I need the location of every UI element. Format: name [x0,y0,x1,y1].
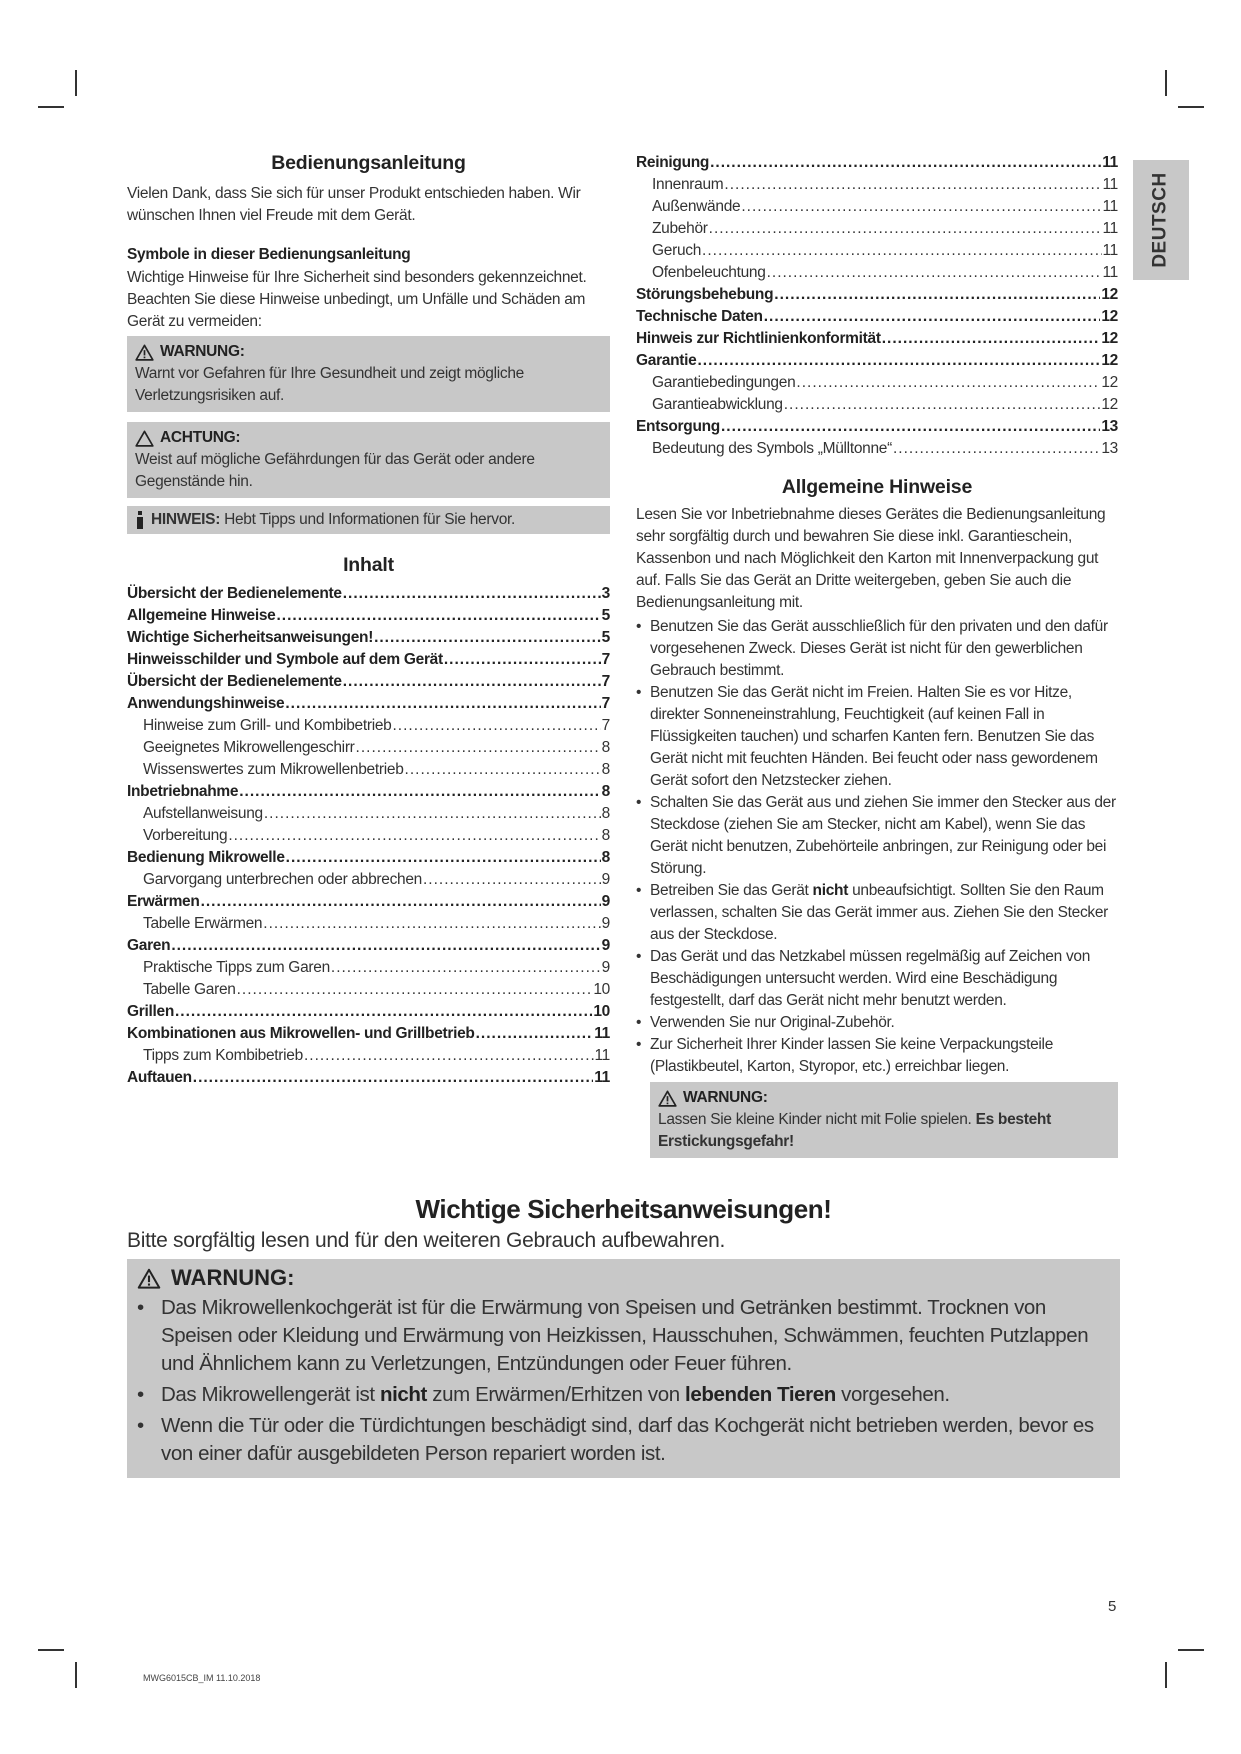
toc-entry [636,262,1118,284]
toc-leader [285,693,600,715]
warning-triangle-icon [137,1268,161,1289]
toc-entry-label: Übersicht der Bedienelemente [127,585,342,602]
toc-entry-label: Anwendungshinweise [127,695,285,712]
toc-entry [127,605,610,627]
toc-entry [636,372,1118,394]
toc-entry-label: Tabelle Erwärmen [143,915,263,932]
toc-entry [636,394,1118,416]
toc-leader [374,627,601,649]
toc-leader [228,825,600,847]
toc-entry-page: 5 [601,629,610,646]
right-column [636,152,1118,1158]
manual-title: Bedienungsanleitung [271,152,466,174]
toc-entry-page: 13 [1101,440,1118,457]
left-column [127,152,610,1089]
list-item: • Betreiben Sie das Gerät nicht unbeaufsichtigt. Sollten Sie den Raum verlassen, schalten Sie das Gerät immer aus. Ziehen Sie den Stecker aus der Steckdose. [636,882,1109,943]
hinweis-notice [127,506,610,534]
toc-entry-page: 10 [593,1003,610,1020]
toc-entry-label: Hinweise zum Grill- und Kombibetrieb [143,717,392,734]
warning-triangle-icon [658,1090,677,1107]
crop-mark [75,70,77,96]
toc-leader [201,891,601,913]
list-item: • Zur Sicherheit Ihrer Kinder lassen Sie keine Verpackungsteile (Plastikbeutel, Karton, Styropor, etc.) erreichbar liegen. [636,1036,1054,1075]
toc-entry [636,284,1118,306]
list-item: • Benutzen Sie das Gerät nicht im Freien. Halten Sie es vor Hitze, direkter Sonneneinstrahlung, Feuchtigkeit (auf keinen Fall in Flüssigkeiten tauchen) und scharfen Kanten fern. Benutzen Sie das Gerät nicht mit feuchten Händen. Bei feucht oder nass gewordenem Gerät sofort den Netzstecker ziehen. [636,684,1098,789]
warnung-notice [127,336,610,412]
toc-entry-label: Hinweisschilder und Symbole auf dem Gerät [127,651,443,668]
toc-leader [237,979,593,1001]
crop-mark [1178,106,1204,108]
toc-entry-page: 12 [1101,330,1118,347]
toc-left [127,583,610,1089]
safety-subtitle: Bitte sorgfältig lesen und für den weiteren Gebrauch aufbewahren. [127,1229,726,1252]
toc-leader [444,649,601,671]
toc-entry [127,1023,610,1045]
toc-entry-page: 5 [601,607,610,624]
toc-entry-label: Inbetriebnahme [127,783,239,800]
toc-entry-page: 11 [1102,264,1118,281]
toc-leader [784,394,1101,416]
toc-leader [709,218,1102,240]
toc-entry [127,825,610,847]
toc-entry-label: Störungsbehebung [636,286,774,303]
toc-entry-page: 7 [601,717,610,734]
toc-entry-label: Garen [127,937,171,954]
toc-entry-label: Hinweis zur Richtlinienkonformität [636,330,881,347]
children-warning: WARNUNG: Lassen Sie kleine Kinder nicht mit Folie spielen. Es besteht Erstickungsgefahr! [650,1082,1118,1158]
toc-entry-page: 12 [1101,396,1118,413]
toc-entry [636,196,1118,218]
toc-entry [127,803,610,825]
toc-entry-page: 8 [601,761,610,778]
crop-mark [1165,1662,1167,1688]
toc-entry-page: 11 [1102,242,1118,259]
toc-entry [636,350,1118,372]
toc-entry [127,1045,610,1067]
toc-entry-label: Ofenbeleuchtung [652,264,766,281]
crop-mark [38,106,64,108]
crop-mark [1165,70,1167,96]
intro-text: Vielen Dank, dass Sie sich für unser Produkt entschieden haben. Wir wünschen Ihnen viel Freude mit dem Gerät. [127,185,581,224]
toc-entry-label: Bedienung Mikrowelle [127,849,285,866]
info-icon [135,511,145,529]
achtung-notice [127,422,610,498]
toc-entry-label: Wissenswertes zum Mikrowellenbetrieb [143,761,404,778]
toc-leader [356,737,601,759]
toc-entry [636,218,1118,240]
toc-entry [127,869,610,891]
toc-entry [127,715,610,737]
toc-leader [343,583,601,605]
toc-entry-page: 7 [601,673,610,690]
safety-warning-box: WARNUNG: • Das Mikrowellenkochgerät ist für die Erwärmung von Speisen und Getränken bestimmt. Trocknen von Speisen oder Kleidung und Erwärmung von Heizkissen, Hausschuhen, Schwämmen, feuchten Putzlappen und Ähnlichem kann zu Verletzungen, Entzündungen oder Feuer führen. • Das Mikrowellengerät ist nicht zum Erwärmen/Erhitzen von lebenden Tieren vorgesehen. • Wenn die Tür oder die Türdichtungen beschädigt sind, darf das Kochgerät nicht betrieben werden, bevor es von einer dafür ausgebildeten Person repariert worden ist. [127,1259,1120,1478]
toc-right [636,152,1118,460]
warnung-label: WARNUNG: [160,343,245,360]
toc-entry-page: 12 [1101,286,1118,303]
list-item: • Wenn die Tür oder die Türdichtungen beschädigt sind, darf das Kochgerät nicht betrieben werden, bevor es von einer dafür ausgebildeten Person repariert worden ist. [137,1414,1094,1465]
toc-entry-page: 9 [601,959,610,976]
toc-leader [264,803,601,825]
list-item: • Verwenden Sie nur Original-Zubehör. [636,1014,895,1031]
toc-entry-label: Außenwände [652,198,741,215]
toc-entry-label: Erwärmen [127,893,200,910]
achtung-text: Weist auf mögliche Gefährdungen für das Gerät oder andere Gegenstände hin. [135,451,535,490]
toc-leader [286,847,601,869]
toc-entry-page: 12 [1101,308,1118,325]
toc-entry-label: Garantie [636,352,697,369]
symbols-heading: Symbole in dieser Bedienungsanleitung [127,246,411,263]
toc-leader [175,1001,592,1023]
toc-entry [127,1067,610,1089]
toc-entry [127,737,610,759]
toc-entry [127,1001,610,1023]
toc-entry-label: Garvorgang unterbrechen oder abbrechen [143,871,422,888]
toc-entry-page: 3 [601,585,610,602]
toc-entry-page: 11 [1102,198,1118,215]
toc-leader [774,284,1100,306]
toc-entry-page: 11 [1102,220,1118,237]
toc-entry-label: Allgemeine Hinweise [127,607,276,624]
toc-entry-label: Innenraum [652,176,724,193]
list-item: • Das Mikrowellenkochgerät ist für die Erwärmung von Speisen und Getränken bestimmt. Trocknen von Speisen oder Kleidung und Erwärmung von Heizkissen, Hausschuhen, Schwämmen, feuchten Putzlappen und Ähnlichem kann zu Verletzungen, Entzündungen oder Feuer führen. [137,1296,1089,1375]
toc-entry [127,847,610,869]
toc-entry-page: 11 [1102,154,1118,171]
warning-triangle-icon [135,344,154,361]
toc-entry [636,152,1118,174]
toc-entry [127,759,610,781]
toc-entry [127,671,610,693]
general-title: Allgemeine Hinweise [781,476,973,498]
crop-mark [1178,1649,1204,1651]
toc-entry-page: 13 [1101,418,1118,435]
toc-leader [893,438,1100,460]
toc-entry-page: 7 [601,651,610,668]
symbols-text: Wichtige Hinweise für Ihre Sicherheit sind besonders gekennzeichnet. Beachten Sie diese Hinweise unbedingt, um Unfälle und Schäden am Gerät zu vermeiden: [127,269,587,330]
toc-entry-label: Grillen [127,1003,174,1020]
toc-entry-label: Geeignetes Mikrowellengeschirr [143,739,355,756]
safety-section [127,1194,1120,1478]
safety-title: Wichtige Sicherheitsanweisungen! [415,1194,832,1224]
toc-leader [702,240,1101,262]
toc-entry-label: Entsorgung [636,418,720,435]
toc-entry-label: Aufstellanweisung [143,805,263,822]
toc-entry-page: 12 [1101,374,1118,391]
toc-entry-page: 11 [1102,176,1118,193]
toc-leader [710,152,1101,174]
toc-leader [277,605,601,627]
toc-entry-page: 10 [593,981,610,998]
toc-entry-label: Auftauen [127,1069,192,1086]
toc-entry-label: Garantieabwicklung [652,396,783,413]
list-item: • Schalten Sie das Gerät aus und ziehen Sie immer den Stecker aus der Steckdose (ziehen Sie am Stecker, nicht am Kabel), wenn Sie das Gerät nicht benutzen, Zubehörteile anbringen, zur Reinigung oder bei Störung. [636,794,1116,877]
toc-entry-page: 8 [601,739,610,756]
toc-entry [127,979,610,1001]
footer-id: MWG6015CB_IM 11.10.2018 [143,1673,261,1683]
toc-leader [393,715,601,737]
toc-entry-label: Praktische Tipps zum Garen [143,959,330,976]
toc-entry-page: 8 [601,827,610,844]
toc-entry [127,935,610,957]
toc-leader [796,372,1100,394]
crop-mark [38,1649,64,1651]
toc-leader [343,671,601,693]
toc-entry-page: 9 [601,937,610,954]
toc-entry [127,693,610,715]
crop-mark [75,1662,77,1688]
toc-leader [698,350,1101,372]
toc-leader [193,1067,593,1089]
toc-leader [331,957,601,979]
toc-entry-label: Tabelle Garen [143,981,236,998]
toc-entry-label: Übersicht der Bedienelemente [127,673,342,690]
toc-leader [741,196,1101,218]
toc-entry-page: 8 [601,783,610,800]
language-tab: DEUTSCH [1133,160,1189,280]
toc-entry-page: 12 [1101,352,1118,369]
toc-leader [721,416,1100,438]
toc-entry-page: 9 [601,915,610,932]
achtung-label: ACHTUNG: [160,429,241,446]
toc-entry-page: 9 [601,871,610,888]
toc-entry-page: 8 [601,805,610,822]
toc-title: Inhalt [343,554,394,576]
toc-entry-label: Tipps zum Kombibetrieb [143,1047,303,1064]
hinweis-label: HINWEIS: [151,511,221,528]
toc-entry-label: Garantiebedingungen [652,374,796,391]
toc-entry-label: Wichtige Sicherheitsanweisungen! [127,629,374,646]
toc-entry-page: 8 [601,849,610,866]
list-item: • Benutzen Sie das Gerät ausschließlich für den privaten und den dafür vorgesehenen Zweck. Dieses Gerät ist nicht für den gewerblichen Gebrauch bestimmt. [636,618,1108,679]
toc-entry [636,306,1118,328]
warnung-text: Warnt vor Gefahren für Ihre Gesundheit und zeigt mögliche Verletzungsrisiken auf. [135,365,524,404]
toc-entry [127,781,610,803]
toc-entry [636,328,1118,350]
toc-entry [127,583,610,605]
toc-leader [767,262,1102,284]
toc-entry [636,416,1118,438]
toc-leader [263,913,600,935]
toc-entry [127,649,610,671]
toc-entry [127,627,610,649]
toc-leader [171,935,600,957]
toc-entry-page: 11 [594,1047,610,1064]
caution-triangle-icon [135,430,154,447]
toc-entry-label: Bedeutung des Symbols „Mülltonne“ [652,440,892,457]
toc-entry [127,913,610,935]
toc-entry-label: Zubehör [652,220,708,237]
toc-entry-page: 9 [601,893,610,910]
toc-entry-label: Kombinationen aus Mikrowellen- und Grillbetrieb [127,1025,475,1042]
toc-entry [636,438,1118,460]
toc-leader [423,869,601,891]
toc-leader [304,1045,594,1067]
toc-entry [636,174,1118,196]
list-item: • Das Gerät und das Netzkabel müssen regelmäßig auf Zeichen von Beschädigungen untersucht werden. Wird eine Beschädigung festgestellt, darf das Gerät nicht mehr benutzt werden. [636,948,1091,1009]
toc-entry-label: Vorbereitung [143,827,228,844]
toc-entry [127,891,610,913]
toc-leader [882,328,1101,350]
toc-entry-page: 11 [594,1069,610,1086]
page-number: 5 [1108,1598,1117,1615]
toc-entry-label: Reinigung [636,154,710,171]
toc-entry [636,240,1118,262]
toc-leader [764,306,1101,328]
toc-entry-page: 7 [601,695,610,712]
toc-entry-label: Geruch [652,242,702,259]
list-item: • Das Mikrowellengerät ist nicht zum Erwärmen/Erhitzen von lebenden Tieren vorgesehen. [137,1383,950,1406]
toc-leader [405,759,601,781]
hinweis-text: Hebt Tipps und Informationen für Sie hervor. [220,511,516,528]
toc-entry [127,957,610,979]
toc-leader [476,1023,594,1045]
toc-leader [724,174,1101,196]
toc-entry-page: 11 [594,1025,610,1042]
toc-leader [239,781,600,803]
general-intro: Lesen Sie vor Inbetriebnahme dieses Gerätes die Bedienungsanleitung sehr sorgfältig durch und bewahren Sie diese inkl. Garantieschein, Kassenbon und nach Möglichkeit den Karton mit Innenverpackung gut auf. Falls Sie das Gerät an Dritte weitergeben, geben Sie auch die Bedienungsanleitung mit. [636,506,1106,611]
toc-entry-label: Technische Daten [636,308,763,325]
